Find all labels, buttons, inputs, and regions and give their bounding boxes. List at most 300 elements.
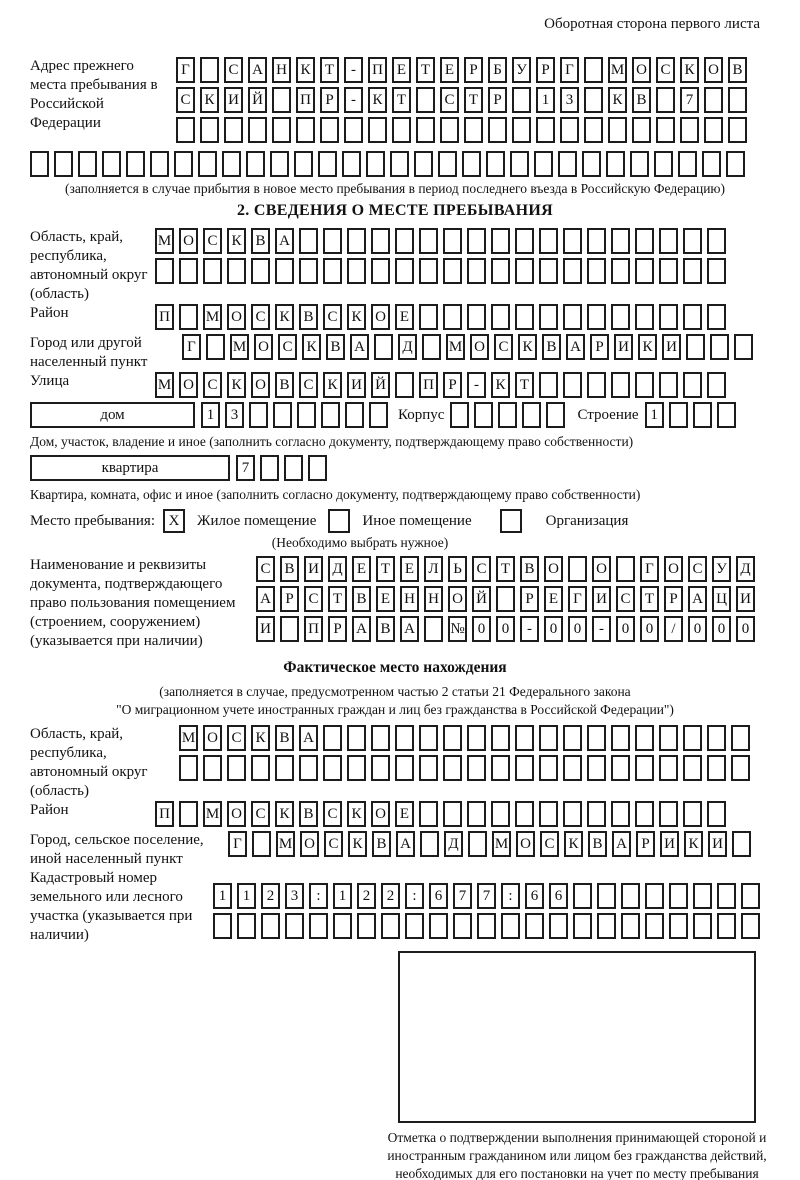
actual-region-row-1 [179,725,750,751]
form-cell: 0 [688,616,707,642]
form-cell [395,372,414,398]
form-cell [453,913,472,939]
form-cell: С [494,334,513,360]
form-cell [587,725,606,751]
form-cell [176,117,195,143]
form-cell: О [371,801,390,827]
form-cell: И [347,372,366,398]
form-cell [659,755,678,781]
form-cell: С [323,801,342,827]
form-cell [374,334,393,360]
form-cell: К [368,87,387,113]
form-cell: С [304,586,323,612]
form-cell [669,883,688,909]
form-cell: 3 [285,883,304,909]
form-cell [732,831,751,857]
form-cell [323,228,342,254]
form-cell [198,151,217,177]
form-cell [573,883,592,909]
form-cell: И [708,831,727,857]
stay-type-label: Место пребывания: [30,513,155,529]
form-cell [443,755,462,781]
actual-region-label: Область, край, республика, автономный округ (область) [30,726,148,799]
form-cell [270,151,289,177]
form-cell: 2 [261,883,280,909]
prev-address-grid [176,57,747,147]
form-cell [515,228,534,254]
korpus-label: Корпус [398,407,445,423]
form-cell: Й [472,586,491,612]
form-cell [707,725,726,751]
form-cell: В [542,334,561,360]
form-cell [491,755,510,781]
form-cell [280,616,299,642]
actual-location-title: Фактическое место нахождения [283,659,507,676]
form-cell [654,151,673,177]
form-cell [707,304,726,330]
form-cell: О [470,334,489,360]
form-cell [321,402,340,428]
form-cell: Т [416,57,435,83]
form-cell: П [368,57,387,83]
form-cell [443,258,462,284]
form-cell: Р [280,586,299,612]
form-cell [344,117,363,143]
form-cell [299,755,318,781]
form-cell [587,304,606,330]
form-cell [155,258,174,284]
form-cell: Т [496,556,515,582]
form-cell [683,801,702,827]
option-other-premises-label: Иное помещение [362,513,472,529]
form-cell [707,755,726,781]
form-cell: С [440,87,459,113]
form-cell [251,258,270,284]
form-cell [203,755,222,781]
form-cell [248,117,267,143]
form-cell: О [592,556,611,582]
form-cell: К [347,801,366,827]
form-cell [512,87,531,113]
actual-city-label: Город, сельское поселение, иной населенный пункт [30,832,204,867]
document-row-2 [256,586,755,612]
form-cell [582,151,601,177]
form-cell [563,801,582,827]
region-row-1 [155,228,726,254]
form-cell [608,117,627,143]
form-cell [707,228,726,254]
form-cell [467,228,486,254]
form-cell [635,372,654,398]
form-cell [284,455,303,481]
form-cell [419,801,438,827]
form-cell: К [564,831,583,857]
form-cell: Е [395,304,414,330]
form-cell: О [448,586,467,612]
form-cell [467,304,486,330]
form-cell: К [608,87,627,113]
form-cell [294,151,313,177]
form-cell: Г [228,831,247,857]
form-cell: 0 [640,616,659,642]
form-cell [731,725,750,751]
form-cell: В [352,586,371,612]
prev-address-row-1 [176,57,747,83]
form-cell [683,258,702,284]
form-cell: Т [376,556,395,582]
document-field [30,556,760,651]
form-cell: Е [400,556,419,582]
form-cell: К [638,334,657,360]
cadastral-label: Кадастровый номер земельного или лесного участка (указывается при наличии) [30,870,193,943]
form-cell [611,228,630,254]
form-cell: Т [392,87,411,113]
form-cell [496,586,515,612]
form-cell [539,755,558,781]
form-cell [587,258,606,284]
form-cell [419,755,438,781]
prev-address-row-3 [176,117,747,143]
street-row [155,372,726,398]
form-cell: 6 [549,883,568,909]
form-cell [488,117,507,143]
form-cell [635,228,654,254]
form-cell [536,117,555,143]
form-cell [467,755,486,781]
form-cell [392,117,411,143]
form-cell: С [251,304,270,330]
form-cell: К [323,372,342,398]
form-cell [213,913,232,939]
form-cell: К [680,57,699,83]
form-cell [728,117,747,143]
apartment-field [30,455,760,485]
form-cell: К [491,372,510,398]
form-cell [563,755,582,781]
form-cell: П [155,304,174,330]
form-cell [707,801,726,827]
form-cell [357,913,376,939]
form-cell: М [446,334,465,360]
form-cell [611,258,630,284]
form-cell [539,372,558,398]
form-cell [320,117,339,143]
option-residential-label: Жилое помещение [197,513,317,529]
actual-city-row [228,831,751,857]
form-cell [501,913,520,939]
form-cell [491,801,510,827]
form-cell: Д [444,831,463,857]
form-cell [252,831,271,857]
form-cell [515,801,534,827]
form-cell: Е [544,586,563,612]
form-cell [659,228,678,254]
form-cell: С [256,556,275,582]
form-cell: Е [395,801,414,827]
form-cell: № [448,616,467,642]
form-cell [443,228,462,254]
form-cell: 7 [680,87,699,113]
form-cell [635,755,654,781]
form-cell [683,304,702,330]
form-cell [405,913,424,939]
form-cell: К [347,304,366,330]
cadastral-field [30,869,760,945]
form-cell: 0 [496,616,515,642]
form-cell: К [251,725,270,751]
form-cell: Д [736,556,755,582]
form-cell [717,913,736,939]
form-cell [333,913,352,939]
form-cell [174,151,193,177]
district-label: Район [30,305,69,321]
form-cell [539,258,558,284]
region-label: Область, край, республика, автономный округ (область) [30,229,148,302]
registration-mark-caption: Отметка о подтверждении выполнения принимающей стороной и иностранным гражданином или лицом без гражданства действий, необходимых для его постановки на учет по месту пребывания [387,1130,767,1180]
form-cell [659,372,678,398]
form-cell [467,725,486,751]
form-cell [206,334,225,360]
form-cell: Р [520,586,539,612]
form-cell: О [179,228,198,254]
form-cell [587,372,606,398]
form-cell [546,402,565,428]
form-cell: О [179,372,198,398]
section2-title: 2. СВЕДЕНИЯ О МЕСТЕ ПРЕБЫВАНИЯ [237,202,553,219]
form-cell: : [309,883,328,909]
form-cell [522,402,541,428]
form-cell: 0 [472,616,491,642]
form-cell [659,725,678,751]
house-field [30,402,760,432]
form-cell: П [419,372,438,398]
form-cell [347,755,366,781]
form-cell [369,402,388,428]
form-cell: Н [272,57,291,83]
form-cell [669,402,688,428]
form-cell: О [254,334,273,360]
form-cell: К [296,57,315,83]
stay-type-field [30,508,760,534]
form-cell: С [656,57,675,83]
document-row-1 [256,556,755,582]
form-cell [686,334,705,360]
form-cell: Г [560,57,579,83]
form-cell [102,151,121,177]
form-cell: М [492,831,511,857]
form-cell: Р [590,334,609,360]
district-field [30,304,760,334]
form-cell: О [251,372,270,398]
form-cell: С [540,831,559,857]
form-cell: 0 [568,616,587,642]
form-cell [597,913,616,939]
form-cell: 1 [237,883,256,909]
form-cell: Д [398,334,417,360]
form-cell: Р [328,616,347,642]
form-cell [669,913,688,939]
form-cell: Р [488,87,507,113]
form-cell [498,402,517,428]
form-cell: 0 [616,616,635,642]
corner-note: Оборотная сторона первого листа [544,16,760,32]
form-cell: В [372,831,391,857]
form-cell [680,117,699,143]
form-cell: К [227,372,246,398]
form-cell [549,913,568,939]
form-cell [237,913,256,939]
form-cell [717,883,736,909]
form-cell [621,913,640,939]
form-cell [563,304,582,330]
form-cell [659,304,678,330]
form-cell: К [275,801,294,827]
form-cell [390,151,409,177]
form-cell [347,228,366,254]
document-row-3 [256,616,755,642]
form-cell: Е [352,556,371,582]
form-cell [395,258,414,284]
form-cell: 6 [525,883,544,909]
form-cell: Л [424,556,443,582]
form-cell: М [179,725,198,751]
form-cell [611,801,630,827]
form-cell [179,801,198,827]
form-cell: : [405,883,424,909]
form-cell: И [304,556,323,582]
form-cell [659,258,678,284]
form-cell [704,87,723,113]
form-cell: Р [636,831,655,857]
house-cells [201,402,388,428]
form-cell [477,913,496,939]
form-cell [260,455,279,481]
form-cell [606,151,625,177]
form-cell: Т [320,57,339,83]
form-cell [584,117,603,143]
form-cell [342,151,361,177]
form-cell: Т [464,87,483,113]
form-cell [486,151,505,177]
form-cell: А [299,725,318,751]
form-cell [227,258,246,284]
form-cell: К [518,334,537,360]
form-cell [261,913,280,939]
form-cell [621,883,640,909]
actual-city-field [30,831,760,869]
form-cell [539,228,558,254]
form-cell: К [684,831,703,857]
form-cell [464,117,483,143]
form-cell [741,883,760,909]
form-cell: 1 [201,402,220,428]
form-cell: 1 [645,402,664,428]
form-cell [693,883,712,909]
form-cell [371,755,390,781]
form-cell [515,755,534,781]
actual-location-note-1: (заполняется в случае, предусмотренном частью 2 статьи 21 Федерального закона [159,684,631,699]
form-cell [323,258,342,284]
form-cell: / [664,616,683,642]
form-cell [693,402,712,428]
form-cell: В [376,616,395,642]
form-cell: Б [488,57,507,83]
form-cell [584,57,603,83]
form-cell [275,755,294,781]
form-cell: А [248,57,267,83]
form-cell: - [344,87,363,113]
form-cell [420,831,439,857]
form-cell [726,151,745,177]
form-cell: С [203,228,222,254]
form-cell [381,913,400,939]
form-cell: П [304,616,323,642]
form-cell [587,755,606,781]
form-cell: Р [464,57,483,83]
form-cell [419,725,438,751]
form-cell: У [512,57,531,83]
form-cell: - [520,616,539,642]
form-cell: Е [376,586,395,612]
form-cell: 1 [213,883,232,909]
form-cell [347,258,366,284]
form-cell: М [203,801,222,827]
form-cell: 2 [357,883,376,909]
form-cell: Й [371,372,390,398]
form-cell [440,117,459,143]
form-cell [491,228,510,254]
form-cell [366,151,385,177]
form-cell [587,228,606,254]
form-cell: М [155,372,174,398]
form-cell [611,725,630,751]
form-cell: И [736,586,755,612]
form-cell [656,117,675,143]
form-cell: С [616,586,635,612]
region-grid [155,228,726,288]
form-cell: К [200,87,219,113]
form-cell: С [224,57,243,83]
actual-district-row [155,801,726,827]
actual-district-label: Район [30,802,69,818]
form-cell: В [251,228,270,254]
form-cell [443,304,462,330]
form-cell [179,258,198,284]
form-cell: С [278,334,297,360]
form-cell: К [302,334,321,360]
form-cell: 1 [333,883,352,909]
form-cell: А [352,616,371,642]
form-cell [645,913,664,939]
document-grid [256,556,755,646]
form-cell: О [664,556,683,582]
form-cell [251,755,270,781]
form-cell [285,913,304,939]
option-organization-label: Организация [545,513,629,529]
form-cell [632,117,651,143]
form-cell: Н [424,586,443,612]
form-cell [611,372,630,398]
form-cell: К [275,304,294,330]
form-cell: Г [176,57,195,83]
form-cell [54,151,73,177]
form-cell: О [227,801,246,827]
form-cell [616,556,635,582]
form-cell: Р [536,57,555,83]
form-cell: О [300,831,319,857]
form-cell: С [472,556,491,582]
form-cell: Р [320,87,339,113]
